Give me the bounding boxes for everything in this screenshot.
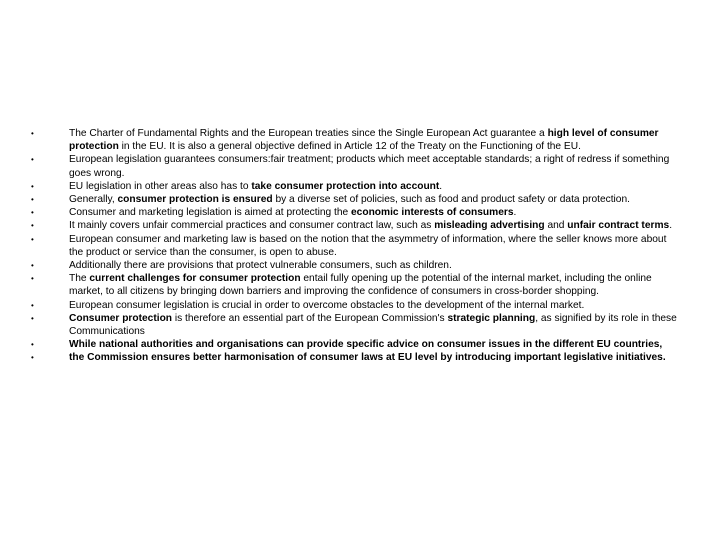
bullet-item xyxy=(30,153,680,179)
bullet-item xyxy=(30,299,680,312)
bullet-text: , as signified by its role in these Communications xyxy=(69,312,677,338)
bullet-item xyxy=(30,312,680,338)
bullet-text: European legislation guarantees consumers:fair treatment; products which meet acceptable standards; a right of redress if something goes wrong. xyxy=(69,154,670,179)
bullet-text: . xyxy=(669,220,673,232)
bullet-list xyxy=(30,127,680,365)
bullet-text: in the EU. It is also a general objective defined in Article 12 of the Treaty on the Functioning of the EU. xyxy=(118,141,581,153)
bullet-text: Additionally there are provisions that protect vulnerable consumers, such as children. xyxy=(69,260,452,272)
bullet-item xyxy=(30,127,680,153)
bullet-item xyxy=(30,180,680,193)
bullet-item xyxy=(30,193,680,206)
bullet-text-bold: economic interests of consumers xyxy=(351,207,514,219)
bullet-text-bold: strategic planning xyxy=(447,312,536,324)
bullet-text: EU legislation in other areas also has to xyxy=(69,180,252,192)
bullet-text: European consumer and marketing law is based on the notion that the asymmetry of information, where the seller knows more about the product or service than the consumer, is open to abuse. xyxy=(69,233,667,258)
bullet-text: and xyxy=(544,220,568,232)
bullet-text: . xyxy=(439,180,443,192)
bullet-item xyxy=(30,272,680,298)
bullet-text-bold: misleading advertising xyxy=(434,220,545,232)
bullet-text-bold: While national authorities and organisations can provide specific advice on consumer issues in the different EU countries, xyxy=(69,339,663,351)
bullet-text: . xyxy=(513,207,517,219)
bullet-text-bold: unfair contract terms xyxy=(567,220,670,232)
bullet-text: by a diverse set of policies, such as food and product safety or data protection. xyxy=(272,194,630,206)
bullet-item xyxy=(30,259,680,272)
bullet-item xyxy=(30,338,680,351)
bullet-text: entail fully opening up the potential of the internal market, including the online market, to all citizens by bringing down barriers and improving the confidence of consumers in cross-border shopping. xyxy=(69,273,652,298)
bullet-text-bold: consumer protection is ensured xyxy=(117,194,273,206)
bullet-item xyxy=(30,351,680,364)
bullet-text-bold: current challenges for consumer protection xyxy=(89,273,301,285)
bullet-text: It mainly covers unfair commercial practices and consumer contract law, such as xyxy=(69,220,435,232)
bullet-text-bold: the Commission ensures better harmonisation of consumer laws at EU level by introducing important legislative initiatives. xyxy=(69,352,666,364)
bullet-item xyxy=(30,206,680,219)
bullet-text: is therefore an essential part of the European Commission's xyxy=(172,312,448,324)
bullet-text-bold: Consumer protection xyxy=(69,312,173,324)
bullet-text-bold: high level of consumer protection xyxy=(69,128,659,153)
bullet-item xyxy=(30,233,680,259)
bullet-text: Generally, xyxy=(69,194,118,206)
bullet-text: The xyxy=(69,273,90,285)
bullet-text: Consumer and marketing legislation is aimed at protecting the xyxy=(69,207,352,219)
bullet-item xyxy=(30,219,680,232)
bullet-text: The Charter of Fundamental Rights and the European treaties since the Single European Act guarantee a xyxy=(69,128,548,139)
bullet-text-bold: take consumer protection into account xyxy=(251,180,440,192)
bullet-text: European consumer legislation is crucial in order to overcome obstacles to the development of the internal market. xyxy=(69,299,585,311)
